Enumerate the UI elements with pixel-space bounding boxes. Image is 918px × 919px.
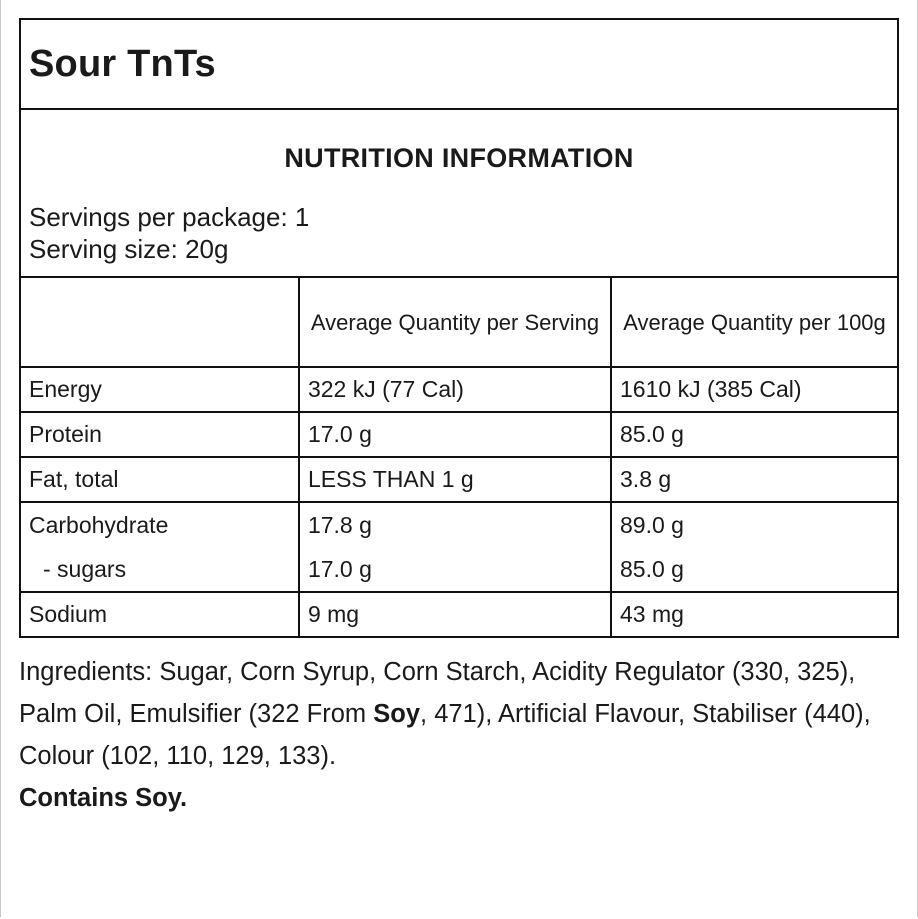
energy-per-100g: 1610 kJ (385 Cal): [611, 367, 898, 412]
header-per-serving: Average Quantity per Serving: [299, 277, 611, 367]
table-header-row: [20, 277, 898, 367]
ingredients-suffix: , 471), Artificial Flavour, Stabiliser (440), Colour (102, 110, 129, 133).: [19, 700, 871, 770]
ingredients-text: [19, 651, 889, 777]
serving-size: Serving size: 20g: [29, 234, 229, 264]
carbohydrate-per-serving: 17.8 g: [307, 512, 372, 538]
carbohydrate-per-100g: 89.0 g: [620, 512, 684, 538]
protein-label: Protein: [20, 412, 299, 457]
table-row: [20, 412, 898, 457]
sugars-per-serving: 17.0 g: [307, 556, 372, 582]
carbohydrate-label: Carbohydrate: [29, 512, 169, 538]
protein-per-100g: 85.0 g: [611, 412, 898, 457]
sodium-per-100g: 43 mg: [611, 592, 898, 637]
energy-label: Energy: [20, 367, 299, 412]
sodium-label: Sodium: [20, 592, 299, 637]
carbohydrate-100g-cell: [611, 502, 898, 592]
protein-per-serving: 17.0 g: [299, 412, 611, 457]
table-row: [20, 367, 898, 412]
sugars-per-100g: 85.0 g: [620, 556, 684, 582]
sodium-per-serving: 9 mg: [299, 592, 611, 637]
nutrition-panel: [19, 18, 899, 638]
table-row: [20, 502, 898, 592]
nutrition-info-box: [19, 110, 899, 276]
table-row: [20, 457, 898, 502]
header-nutrient: [20, 277, 299, 367]
carbohydrate-cell: [20, 502, 299, 592]
servings-per-package: Servings per package: 1: [29, 202, 310, 232]
carbohydrate-serving-cell: [299, 502, 611, 592]
table-row: [20, 592, 898, 637]
product-title-box: [19, 18, 899, 110]
ingredients-prefix: Ingredients: Sugar, Corn Syrup, Corn Starch, Acidity Regulator (330, 325), Palm Oil, Emulsifier (322 From: [19, 658, 856, 728]
fat-label: Fat, total: [20, 457, 299, 502]
energy-per-serving: 322 kJ (77 Cal): [299, 367, 611, 412]
sugars-label: - sugars: [43, 556, 127, 582]
header-per-100g: Average Quantity per 100g: [611, 277, 898, 367]
fat-per-serving: LESS THAN 1 g: [299, 457, 611, 502]
fat-per-100g: 3.8 g: [611, 457, 898, 502]
nutrition-table: [19, 276, 899, 638]
product-title: Sour TnTs: [29, 42, 216, 85]
allergen-statement: Contains Soy.: [19, 784, 188, 812]
ingredients-allergen: Soy: [373, 700, 421, 728]
nutrition-heading: NUTRITION INFORMATION: [284, 143, 634, 173]
